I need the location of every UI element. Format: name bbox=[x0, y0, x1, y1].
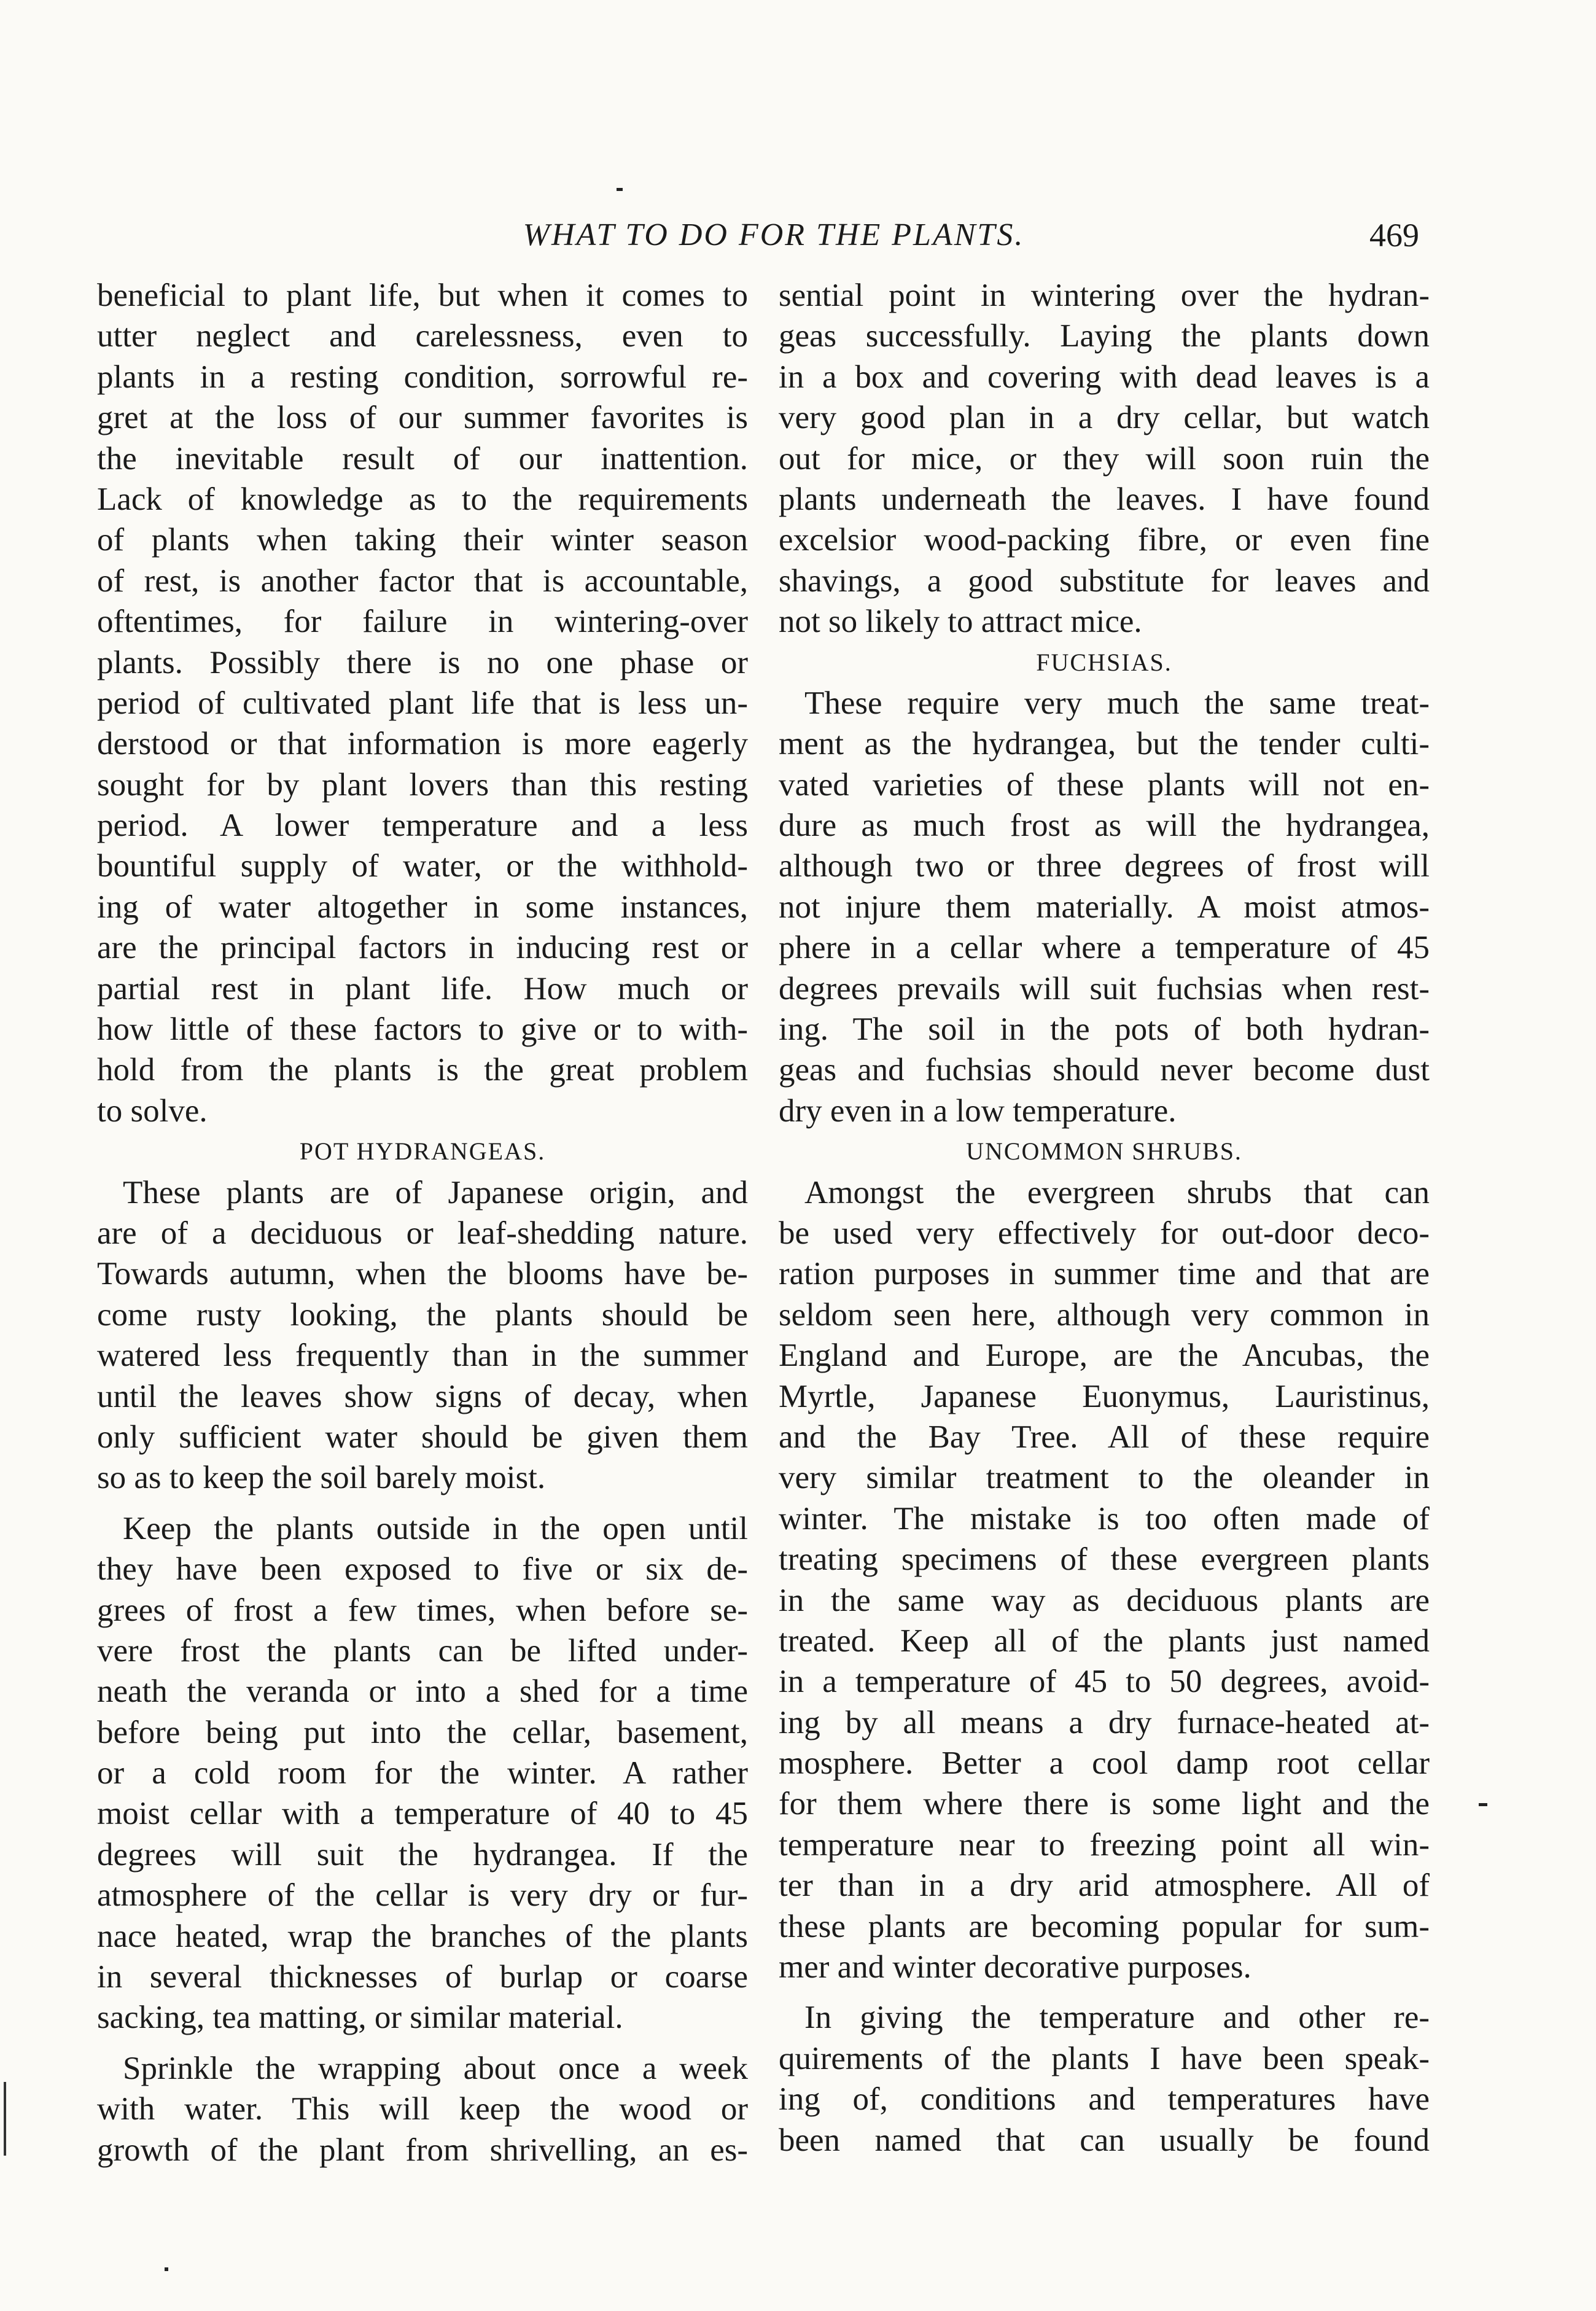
text-line: partial rest in plant life. How much or bbox=[97, 970, 748, 1007]
text-line: in the same way as deciduous plants are bbox=[779, 1582, 1430, 1618]
text-line: ing by all means a dry furnace-heated at- bbox=[779, 1704, 1430, 1740]
text-line: England and Europe, are the Ancubas, the bbox=[779, 1338, 1430, 1374]
text-line: hold from the plants is the great problem bbox=[97, 1052, 748, 1088]
text-line: plants in a resting condition, sorrowful re- bbox=[97, 359, 748, 395]
text-line: sacking, tea matting, or similar material. bbox=[97, 2000, 623, 2036]
text-line: derstood or that information is more eagerly bbox=[97, 726, 748, 762]
running-title: WHAT TO DO FOR THE PLANTS. bbox=[523, 217, 1025, 252]
text-line: the inevitable result of our inattention. bbox=[97, 440, 748, 477]
section-heading: POT HYDRANGEAS. bbox=[299, 1137, 546, 1166]
text-line: shavings, a good substitute for leaves and bbox=[779, 563, 1430, 599]
text-line: Lack of knowledge as to the requirements bbox=[97, 481, 748, 517]
text-line: ment as the hydrangea, but the tender culti- bbox=[779, 726, 1430, 762]
text-line: be used very effectively for out-door deco- bbox=[779, 1215, 1430, 1251]
text-line: In giving the temperature and other re- bbox=[804, 2000, 1430, 2036]
section-heading: UNCOMMON SHRUBS. bbox=[966, 1137, 1242, 1166]
text-line: although two or three degrees of frost will bbox=[779, 848, 1430, 884]
text-line: period of cultivated plant life that is less un- bbox=[97, 685, 748, 721]
text-line: nace heated, wrap the branches of the plants bbox=[97, 1918, 748, 1954]
text-line: so as to keep the soil barely moist. bbox=[97, 1460, 546, 1496]
text-line: before being put into the cellar, basement, bbox=[97, 1714, 748, 1750]
text-line: ing of, conditions and temperatures have bbox=[779, 2081, 1430, 2118]
speck-mark bbox=[165, 2267, 168, 2271]
page-header bbox=[0, 214, 1596, 257]
text-line: grees of frost a few times, when before se- bbox=[97, 1592, 748, 1628]
text-line: sought for by plant lovers than this resting bbox=[97, 766, 748, 803]
right-column bbox=[779, 275, 1430, 2161]
text-line: and the Bay Tree. All of these require bbox=[779, 1419, 1430, 1455]
text-line: plants. Possibly there is no one phase or bbox=[97, 644, 748, 680]
text-line: bountiful supply of water, or the withhold- bbox=[97, 848, 748, 884]
text-line: geas and fuchsias should never become dust bbox=[779, 1052, 1430, 1088]
text-line: Towards autumn, when the blooms have be- bbox=[97, 1256, 748, 1292]
paragraph-gap bbox=[779, 1987, 1430, 1997]
text-line: only sufficient water should be given them bbox=[97, 1419, 748, 1455]
text-line: treating specimens of these evergreen plants bbox=[779, 1541, 1430, 1578]
text-line: seldom seen here, although very common in bbox=[779, 1296, 1430, 1333]
text-line: ration purposes in summer time and that are bbox=[779, 1256, 1430, 1292]
text-line: Amongst the evergreen shrubs that can bbox=[804, 1174, 1430, 1210]
text-line: These plants are of Japanese origin, and bbox=[123, 1174, 748, 1210]
text-line: to solve. bbox=[97, 1093, 208, 1129]
text-line: been named that can usually be found bbox=[779, 2122, 1430, 2158]
speck-mark bbox=[1479, 1803, 1487, 1806]
text-line: dry even in a low temperature. bbox=[779, 1093, 1177, 1129]
text-line: these plants are becoming popular for sum- bbox=[779, 1908, 1430, 1944]
text-line: temperature near to freezing point all win- bbox=[779, 1826, 1430, 1863]
text-line: neath the veranda or into a shed for a time bbox=[97, 1674, 748, 1710]
text-line: gret at the loss of our summer favorites is bbox=[97, 400, 748, 436]
text-line: in a box and covering with dead leaves is a bbox=[779, 359, 1430, 395]
text-line: plants underneath the leaves. I have found bbox=[779, 481, 1430, 517]
text-line: quirements of the plants I have been speak- bbox=[779, 2040, 1430, 2076]
text-line: Myrtle, Japanese Euonymus, Lauristinus, bbox=[779, 1378, 1430, 1414]
text-line: not so likely to attract mice. bbox=[779, 604, 1142, 640]
text-line: out for mice, or they will soon ruin the bbox=[779, 440, 1430, 477]
text-line: Keep the plants outside in the open until bbox=[123, 1510, 748, 1546]
text-line: Sprinkle the wrapping about once a week bbox=[123, 2050, 748, 2086]
text-line: phere in a cellar where a temperature of 45 bbox=[779, 930, 1430, 966]
text-line: geas successfully. Laying the plants down bbox=[779, 318, 1430, 354]
text-line: not injure them materially. A moist atmos- bbox=[779, 889, 1430, 925]
text-line: atmosphere of the cellar is very dry or fur- bbox=[97, 1877, 748, 1914]
section-heading: FUCHSIAS. bbox=[1036, 648, 1172, 676]
text-line: vated varieties of these plants will not en- bbox=[779, 766, 1430, 803]
text-line: until the leaves show signs of decay, when bbox=[97, 1378, 748, 1414]
text-line: watered less frequently than in the summer bbox=[97, 1338, 748, 1374]
text-line: ing. The soil in the pots of both hydran- bbox=[779, 1011, 1430, 1048]
paragraph-gap bbox=[97, 2038, 748, 2048]
text-line: very good plan in a dry cellar, but watch bbox=[779, 400, 1430, 436]
text-line: of rest, is another factor that is accountable, bbox=[97, 563, 748, 599]
text-line: sential point in wintering over the hydran- bbox=[779, 278, 1430, 313]
text-line: These require very much the same treat- bbox=[804, 685, 1430, 721]
text-line: degrees will suit the hydrangea. If the bbox=[97, 1836, 748, 1873]
text-line: very similar treatment to the oleander in bbox=[779, 1460, 1430, 1496]
text-line: ter than in a dry arid atmosphere. All of bbox=[779, 1868, 1430, 1904]
text-line: degrees prevails will suit fuchsias when rest- bbox=[779, 970, 1430, 1007]
text-line: ing of water altogether in some instances, bbox=[97, 889, 748, 925]
text-line: how little of these factors to give or to with- bbox=[97, 1011, 748, 1048]
page-number: 469 bbox=[1369, 217, 1419, 254]
text-line: mer and winter decorative purposes. bbox=[779, 1949, 1251, 1986]
text-line: dure as much frost as will the hydrangea, bbox=[779, 808, 1430, 844]
text-line: for them where there is some light and the bbox=[779, 1786, 1430, 1822]
text-line: are of a deciduous or leaf-shedding nature. bbox=[97, 1215, 748, 1251]
text-line: with water. This will keep the wood or bbox=[97, 2091, 748, 2127]
text-line: in several thicknesses of burlap or coarse bbox=[97, 1959, 748, 1995]
text-line: beneficial to plant life, but when it comes to bbox=[97, 278, 748, 313]
text-line: oftentimes, for failure in wintering-over bbox=[97, 604, 748, 640]
text-line: in a temperature of 45 to 50 degrees, avoid- bbox=[779, 1664, 1430, 1700]
text-line: winter. The mistake is too often made of bbox=[779, 1500, 1430, 1537]
text-line: come rusty looking, the plants should be bbox=[97, 1296, 748, 1333]
text-line: or a cold room for the winter. A rather bbox=[97, 1755, 748, 1791]
text-line: excelsior wood-packing fibre, or even fine bbox=[779, 522, 1430, 558]
text-line: moist cellar with a temperature of 40 to 45 bbox=[97, 1796, 748, 1832]
text-line: mosphere. Better a cool damp root cellar bbox=[779, 1745, 1430, 1782]
scan-edge-mark bbox=[4, 2082, 6, 2156]
text-line: are the principal factors in inducing rest or bbox=[97, 930, 748, 966]
text-line: period. A lower temperature and a less bbox=[97, 808, 748, 844]
text-line: vere frost the plants can be lifted under- bbox=[97, 1632, 748, 1669]
paragraph-gap bbox=[97, 1498, 748, 1508]
text-line: of plants when taking their winter season bbox=[97, 522, 748, 558]
left-column bbox=[97, 275, 748, 2170]
text-line: treated. Keep all of the plants just named bbox=[779, 1623, 1430, 1659]
speck-mark bbox=[617, 188, 623, 191]
text-line: growth of the plant from shrivelling, an es- bbox=[97, 2132, 748, 2168]
text-line: utter neglect and carelessness, even to bbox=[97, 318, 748, 354]
text-line: they have been exposed to five or six de- bbox=[97, 1551, 748, 1588]
